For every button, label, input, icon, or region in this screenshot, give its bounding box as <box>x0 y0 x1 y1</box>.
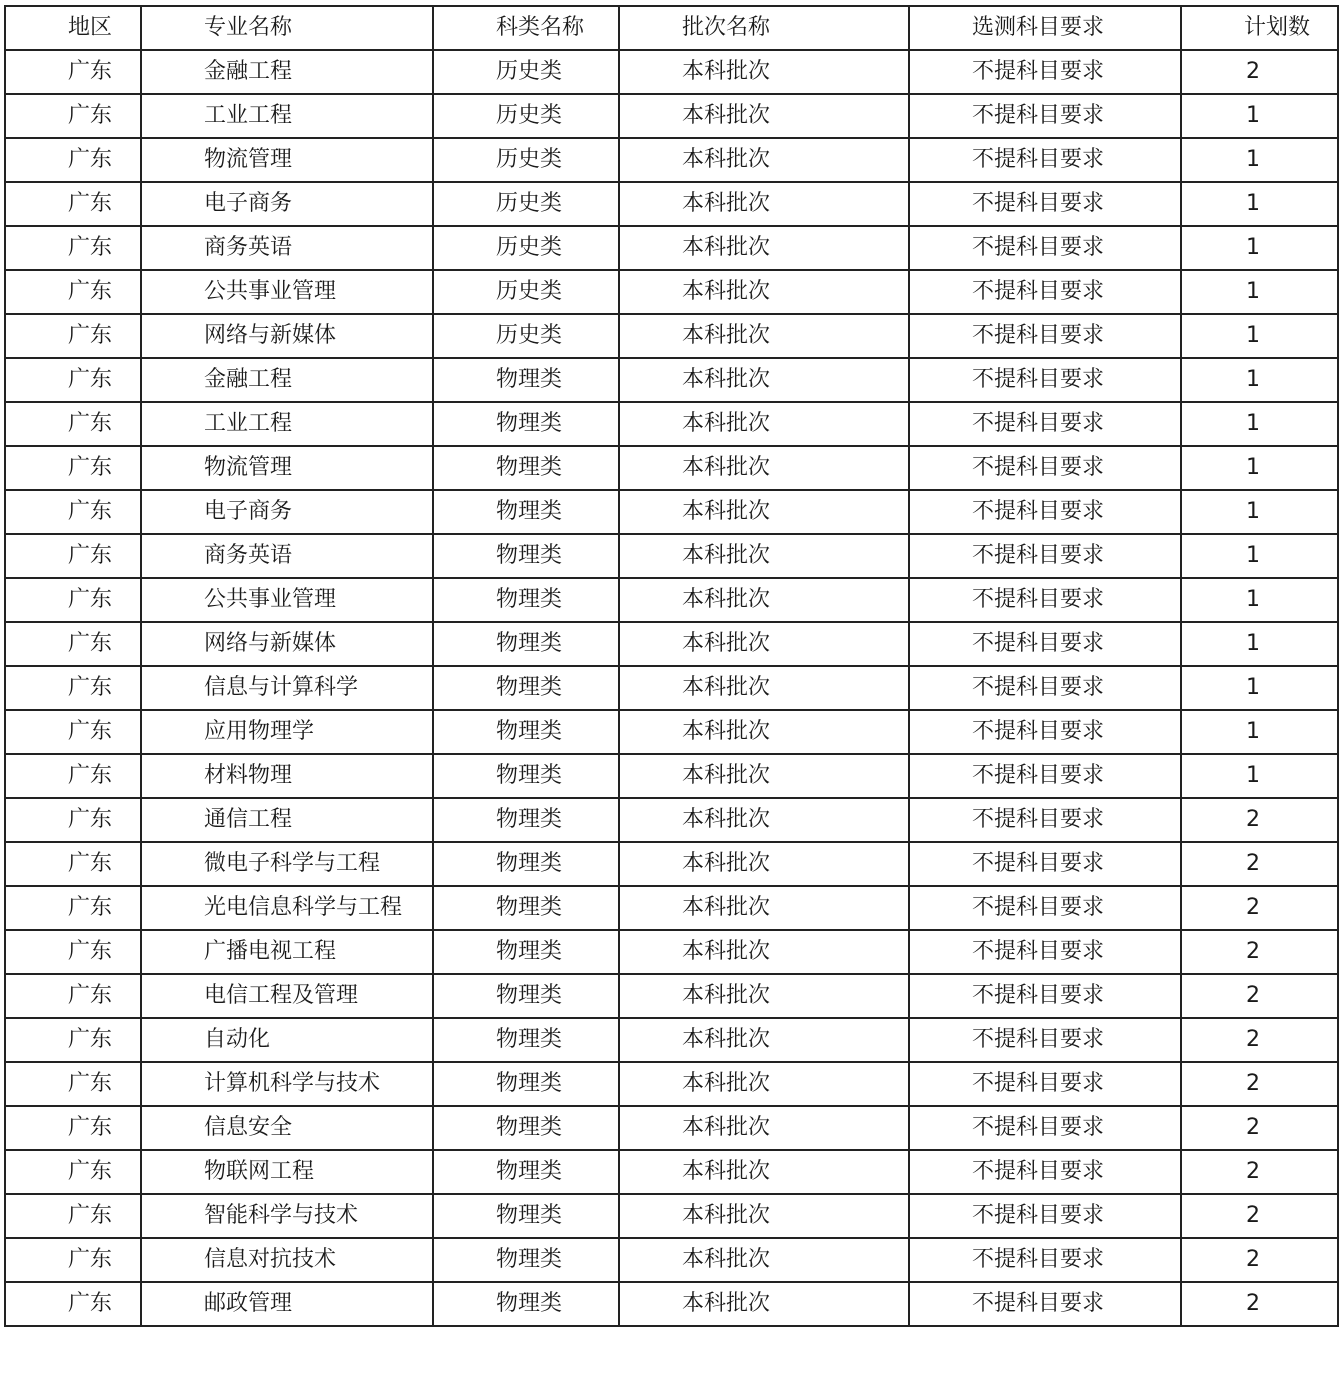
cell-region: 广东 <box>5 534 141 578</box>
table-row <box>5 138 1338 182</box>
table-row <box>5 930 1338 974</box>
cell-category: 历史类 <box>433 226 619 270</box>
cell-requirement: 不提科目要求 <box>909 666 1181 710</box>
cell-region: 广东 <box>5 446 141 490</box>
table-row <box>5 50 1338 94</box>
cell-region: 广东 <box>5 402 141 446</box>
table-row <box>5 886 1338 930</box>
cell-plan: 1 <box>1181 94 1338 138</box>
header-requirement: 选测科目要求 <box>909 6 1181 50</box>
cell-region: 广东 <box>5 490 141 534</box>
cell-major: 商务英语 <box>141 534 433 578</box>
cell-region: 广东 <box>5 622 141 666</box>
cell-requirement: 不提科目要求 <box>909 974 1181 1018</box>
header-plan: 计划数 <box>1181 6 1338 50</box>
cell-category: 历史类 <box>433 94 619 138</box>
table-row <box>5 974 1338 1018</box>
cell-requirement: 不提科目要求 <box>909 490 1181 534</box>
cell-plan: 1 <box>1181 182 1338 226</box>
cell-region: 广东 <box>5 182 141 226</box>
cell-category: 物理类 <box>433 710 619 754</box>
cell-batch: 本科批次 <box>619 314 909 358</box>
table-row <box>5 1150 1338 1194</box>
table-row <box>5 754 1338 798</box>
cell-requirement: 不提科目要求 <box>909 182 1181 226</box>
cell-requirement: 不提科目要求 <box>909 842 1181 886</box>
cell-batch: 本科批次 <box>619 1106 909 1150</box>
cell-major: 信息安全 <box>141 1106 433 1150</box>
cell-category: 物理类 <box>433 358 619 402</box>
cell-major: 光电信息科学与工程 <box>141 886 433 930</box>
cell-requirement: 不提科目要求 <box>909 930 1181 974</box>
cell-requirement: 不提科目要求 <box>909 754 1181 798</box>
cell-plan: 2 <box>1181 842 1338 886</box>
cell-plan: 1 <box>1181 622 1338 666</box>
cell-requirement: 不提科目要求 <box>909 534 1181 578</box>
cell-category: 物理类 <box>433 534 619 578</box>
cell-plan: 2 <box>1181 974 1338 1018</box>
cell-category: 物理类 <box>433 666 619 710</box>
cell-plan: 1 <box>1181 226 1338 270</box>
table-row <box>5 94 1338 138</box>
cell-category: 物理类 <box>433 798 619 842</box>
cell-requirement: 不提科目要求 <box>909 1106 1181 1150</box>
cell-batch: 本科批次 <box>619 930 909 974</box>
cell-requirement: 不提科目要求 <box>909 138 1181 182</box>
header-major: 专业名称 <box>141 6 433 50</box>
cell-region: 广东 <box>5 358 141 402</box>
cell-major: 工业工程 <box>141 94 433 138</box>
cell-category: 物理类 <box>433 1062 619 1106</box>
cell-region: 广东 <box>5 1238 141 1282</box>
cell-plan: 1 <box>1181 754 1338 798</box>
cell-batch: 本科批次 <box>619 622 909 666</box>
cell-batch: 本科批次 <box>619 226 909 270</box>
cell-region: 广东 <box>5 226 141 270</box>
cell-batch: 本科批次 <box>619 798 909 842</box>
cell-region: 广东 <box>5 138 141 182</box>
cell-region: 广东 <box>5 754 141 798</box>
cell-major: 自动化 <box>141 1018 433 1062</box>
cell-plan: 2 <box>1181 1150 1338 1194</box>
cell-batch: 本科批次 <box>619 666 909 710</box>
cell-requirement: 不提科目要求 <box>909 578 1181 622</box>
cell-requirement: 不提科目要求 <box>909 358 1181 402</box>
cell-region: 广东 <box>5 314 141 358</box>
cell-requirement: 不提科目要求 <box>909 94 1181 138</box>
cell-major: 金融工程 <box>141 50 433 94</box>
cell-region: 广东 <box>5 1150 141 1194</box>
table-row <box>5 1106 1338 1150</box>
cell-plan: 1 <box>1181 578 1338 622</box>
cell-batch: 本科批次 <box>619 94 909 138</box>
cell-requirement: 不提科目要求 <box>909 50 1181 94</box>
header-category: 科类名称 <box>433 6 619 50</box>
cell-requirement: 不提科目要求 <box>909 1238 1181 1282</box>
cell-major: 商务英语 <box>141 226 433 270</box>
table-header-row <box>5 6 1338 50</box>
header-batch: 批次名称 <box>619 6 909 50</box>
cell-major: 公共事业管理 <box>141 270 433 314</box>
cell-requirement: 不提科目要求 <box>909 1062 1181 1106</box>
cell-region: 广东 <box>5 50 141 94</box>
cell-category: 历史类 <box>433 270 619 314</box>
header-region: 地区 <box>5 6 141 50</box>
cell-category: 历史类 <box>433 138 619 182</box>
table-row <box>5 578 1338 622</box>
cell-region: 广东 <box>5 1018 141 1062</box>
cell-requirement: 不提科目要求 <box>909 1018 1181 1062</box>
table-row <box>5 490 1338 534</box>
table-row <box>5 1282 1338 1326</box>
cell-plan: 1 <box>1181 358 1338 402</box>
cell-category: 物理类 <box>433 1106 619 1150</box>
cell-plan: 1 <box>1181 402 1338 446</box>
cell-major: 网络与新媒体 <box>141 622 433 666</box>
cell-region: 广东 <box>5 886 141 930</box>
cell-batch: 本科批次 <box>619 974 909 1018</box>
cell-plan: 1 <box>1181 666 1338 710</box>
cell-category: 物理类 <box>433 1150 619 1194</box>
cell-major: 工业工程 <box>141 402 433 446</box>
cell-plan: 2 <box>1181 1106 1338 1150</box>
enrollment-plan-table <box>4 5 1339 1327</box>
cell-batch: 本科批次 <box>619 1150 909 1194</box>
table-row <box>5 710 1338 754</box>
cell-batch: 本科批次 <box>619 402 909 446</box>
cell-plan: 2 <box>1181 50 1338 94</box>
cell-major: 微电子科学与工程 <box>141 842 433 886</box>
cell-batch: 本科批次 <box>619 1018 909 1062</box>
cell-requirement: 不提科目要求 <box>909 270 1181 314</box>
cell-category: 物理类 <box>433 754 619 798</box>
cell-batch: 本科批次 <box>619 534 909 578</box>
cell-category: 历史类 <box>433 182 619 226</box>
cell-category: 物理类 <box>433 1018 619 1062</box>
table-row <box>5 842 1338 886</box>
cell-plan: 2 <box>1181 1194 1338 1238</box>
cell-major: 电子商务 <box>141 182 433 226</box>
table-row <box>5 798 1338 842</box>
table-row <box>5 358 1338 402</box>
cell-batch: 本科批次 <box>619 182 909 226</box>
cell-requirement: 不提科目要求 <box>909 1194 1181 1238</box>
cell-category: 物理类 <box>433 886 619 930</box>
cell-requirement: 不提科目要求 <box>909 226 1181 270</box>
cell-major: 计算机科学与技术 <box>141 1062 433 1106</box>
cell-requirement: 不提科目要求 <box>909 622 1181 666</box>
cell-requirement: 不提科目要求 <box>909 314 1181 358</box>
cell-major: 信息对抗技术 <box>141 1238 433 1282</box>
cell-requirement: 不提科目要求 <box>909 798 1181 842</box>
cell-category: 物理类 <box>433 1194 619 1238</box>
cell-batch: 本科批次 <box>619 446 909 490</box>
cell-category: 物理类 <box>433 1238 619 1282</box>
cell-major: 金融工程 <box>141 358 433 402</box>
cell-category: 物理类 <box>433 490 619 534</box>
cell-plan: 2 <box>1181 1018 1338 1062</box>
cell-batch: 本科批次 <box>619 1238 909 1282</box>
cell-plan: 2 <box>1181 930 1338 974</box>
cell-category: 历史类 <box>433 50 619 94</box>
table-body <box>5 50 1338 1326</box>
cell-plan: 1 <box>1181 710 1338 754</box>
table-row <box>5 1194 1338 1238</box>
table-row <box>5 270 1338 314</box>
cell-batch: 本科批次 <box>619 886 909 930</box>
cell-region: 广东 <box>5 974 141 1018</box>
table-row <box>5 446 1338 490</box>
cell-major: 应用物理学 <box>141 710 433 754</box>
cell-region: 广东 <box>5 1106 141 1150</box>
cell-category: 物理类 <box>433 974 619 1018</box>
cell-batch: 本科批次 <box>619 578 909 622</box>
cell-category: 物理类 <box>433 930 619 974</box>
cell-plan: 1 <box>1181 534 1338 578</box>
cell-plan: 2 <box>1181 1238 1338 1282</box>
cell-region: 广东 <box>5 578 141 622</box>
table-row <box>5 666 1338 710</box>
cell-requirement: 不提科目要求 <box>909 1150 1181 1194</box>
cell-plan: 1 <box>1181 446 1338 490</box>
cell-plan: 2 <box>1181 1062 1338 1106</box>
cell-batch: 本科批次 <box>619 270 909 314</box>
cell-requirement: 不提科目要求 <box>909 402 1181 446</box>
cell-category: 历史类 <box>433 314 619 358</box>
cell-batch: 本科批次 <box>619 490 909 534</box>
cell-batch: 本科批次 <box>619 1194 909 1238</box>
enrollment-plan-table-container <box>4 5 1337 1327</box>
table-row <box>5 1062 1338 1106</box>
cell-batch: 本科批次 <box>619 358 909 402</box>
cell-major: 广播电视工程 <box>141 930 433 974</box>
table-row <box>5 534 1338 578</box>
cell-category: 物理类 <box>433 446 619 490</box>
cell-major: 物联网工程 <box>141 1150 433 1194</box>
cell-batch: 本科批次 <box>619 1282 909 1326</box>
cell-batch: 本科批次 <box>619 50 909 94</box>
cell-plan: 1 <box>1181 270 1338 314</box>
cell-major: 网络与新媒体 <box>141 314 433 358</box>
table-row <box>5 1238 1338 1282</box>
cell-requirement: 不提科目要求 <box>909 886 1181 930</box>
cell-plan: 2 <box>1181 1282 1338 1326</box>
cell-region: 广东 <box>5 1062 141 1106</box>
cell-major: 电信工程及管理 <box>141 974 433 1018</box>
table-row <box>5 402 1338 446</box>
cell-region: 广东 <box>5 270 141 314</box>
cell-plan: 2 <box>1181 886 1338 930</box>
cell-major: 信息与计算科学 <box>141 666 433 710</box>
cell-batch: 本科批次 <box>619 138 909 182</box>
cell-requirement: 不提科目要求 <box>909 1282 1181 1326</box>
cell-region: 广东 <box>5 842 141 886</box>
cell-batch: 本科批次 <box>619 842 909 886</box>
cell-region: 广东 <box>5 666 141 710</box>
cell-category: 物理类 <box>433 1282 619 1326</box>
cell-major: 材料物理 <box>141 754 433 798</box>
cell-batch: 本科批次 <box>619 754 909 798</box>
cell-region: 广东 <box>5 710 141 754</box>
cell-region: 广东 <box>5 1282 141 1326</box>
cell-category: 物理类 <box>433 842 619 886</box>
cell-plan: 1 <box>1181 314 1338 358</box>
cell-major: 物流管理 <box>141 138 433 182</box>
cell-region: 广东 <box>5 1194 141 1238</box>
cell-region: 广东 <box>5 94 141 138</box>
cell-region: 广东 <box>5 798 141 842</box>
table-row <box>5 182 1338 226</box>
table-row <box>5 314 1338 358</box>
cell-batch: 本科批次 <box>619 710 909 754</box>
cell-major: 公共事业管理 <box>141 578 433 622</box>
cell-major: 物流管理 <box>141 446 433 490</box>
cell-major: 通信工程 <box>141 798 433 842</box>
cell-major: 智能科学与技术 <box>141 1194 433 1238</box>
table-row <box>5 622 1338 666</box>
cell-requirement: 不提科目要求 <box>909 710 1181 754</box>
cell-plan: 2 <box>1181 798 1338 842</box>
cell-major: 电子商务 <box>141 490 433 534</box>
cell-category: 物理类 <box>433 622 619 666</box>
table-row <box>5 1018 1338 1062</box>
cell-region: 广东 <box>5 930 141 974</box>
cell-requirement: 不提科目要求 <box>909 446 1181 490</box>
cell-category: 物理类 <box>433 578 619 622</box>
cell-major: 邮政管理 <box>141 1282 433 1326</box>
table-row <box>5 226 1338 270</box>
cell-category: 物理类 <box>433 402 619 446</box>
cell-plan: 1 <box>1181 138 1338 182</box>
cell-plan: 1 <box>1181 490 1338 534</box>
cell-batch: 本科批次 <box>619 1062 909 1106</box>
